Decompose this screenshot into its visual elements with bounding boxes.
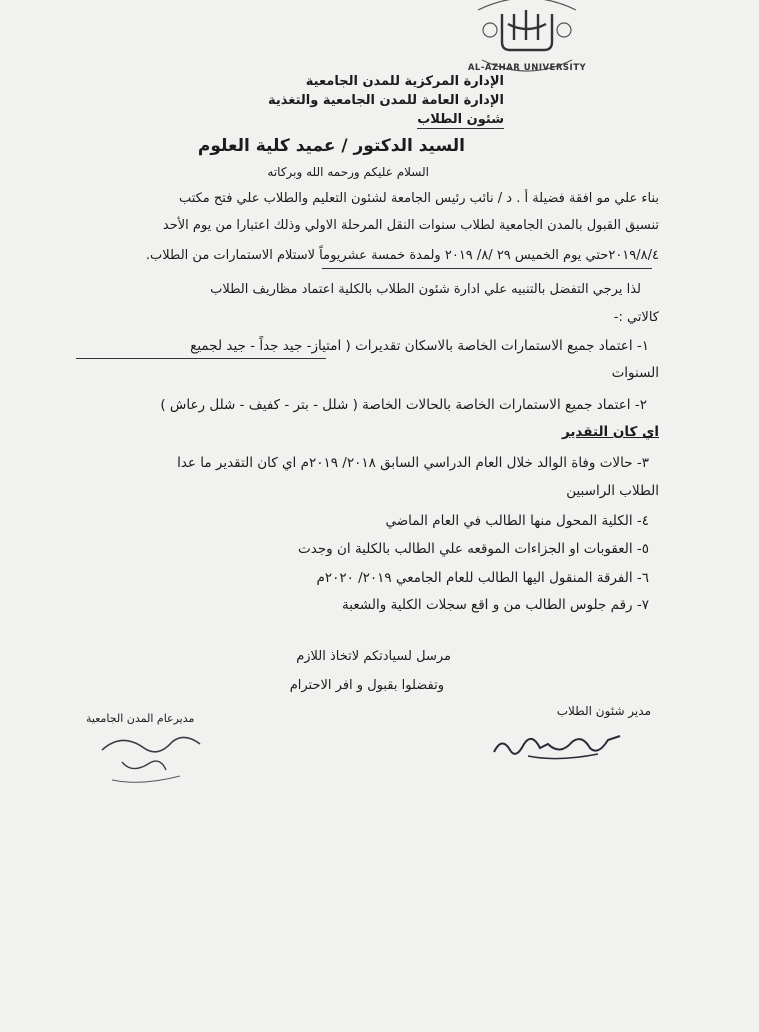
addressee: السيد الدكتور / عميد كلية العلوم	[197, 136, 465, 156]
body-line-3: ٢٠١٩/٨/٤حتي يوم الخميس ٢٩ /٨/ ٢٠١٩ ولمدة خمسة عشريوماً لاستلام الاستمارات من الطلاب.	[145, 248, 659, 263]
signature-label-student-affairs: مدير شئون الطلاب	[556, 704, 651, 718]
header-line-central-admin: الإدارة المركزية للمدن الجامعية	[305, 74, 504, 89]
body-line-2: تنسيق القبول بالمدن الجامعية لطلاب سنوات النقل المرحلة الاولي وذلك اعتبارا من يوم الأحد	[162, 218, 659, 233]
handwritten-signature-right	[488, 726, 628, 766]
body-line-1: بناء علي مو افقة فضيلة أ . د / نائب رئيس الجامعة لشئون التعليم والطلاب علي فتح مكتب	[178, 191, 659, 206]
header-line-general-admin: الإدارة العامة للمدن الجامعية والتغذية	[267, 93, 504, 108]
logo-text: AL-AZHAR UNIVERSITY	[468, 63, 586, 73]
body-line-5: كالاتي :-	[613, 310, 659, 325]
list-item-2-cont: اي كان التقدير	[561, 424, 659, 440]
list-item-3: ٣- حالات وفاة الوالد خلال العام الدراسي السابق ٢٠١٨/ ٢٠١٩م اي كان التقدير ما عدا	[177, 455, 649, 471]
closing-line-1: مرسل لسيادتكم لاتخاذ اللازم	[296, 649, 451, 664]
list-item-6: ٦- الفرقة المنقول اليها الطالب للعام الجامعي ٢٠١٩/ ٢٠٢٠م	[316, 570, 649, 586]
date-underline	[322, 268, 652, 269]
list-item-3-cont: الطلاب الراسبين	[566, 483, 659, 499]
list-item-5: ٥- العقوبات او الجزاءات الموقعه علي الطالب بالكلية ان وجدت	[298, 541, 649, 557]
list-item-7: ٧- رقم جلوس الطالب من و اقع سجلات الكلية والشعبة	[342, 597, 649, 613]
grades-underline	[76, 358, 326, 359]
signature-label-general-director: مديرعام المدن الجامعية	[86, 712, 195, 725]
list-item-1-cont: السنوات	[611, 365, 659, 381]
header-line-student-affairs: شئون الطلاب	[417, 112, 504, 127]
handwritten-signature-left	[92, 728, 212, 788]
closing-line-2: وتفضلوا بقبول و افر الاحترام	[289, 678, 444, 693]
university-seal-icon	[468, 0, 586, 74]
body-line-4: لذا يرجي التفضل بالتنبيه علي ادارة شئون الطلاب بالكلية اعتماد مظاريف الطلاب	[210, 282, 641, 297]
greeting: السلام عليكم ورحمه الله وبركاته	[267, 165, 429, 179]
list-item-4: ٤- الكلية المحول منها الطالب في العام الماضي	[385, 513, 649, 529]
list-item-1: ١- اعتماد جميع الاستمارات الخاصة بالاسكان تقديرات ( امتياز- جيد جداً - جيد لجميع	[190, 338, 649, 354]
list-item-2: ٢- اعتماد جميع الاستمارات الخاصة بالحالات الخاصة ( شلل - بتر - كفيف - شلل رعاش )	[160, 397, 647, 413]
